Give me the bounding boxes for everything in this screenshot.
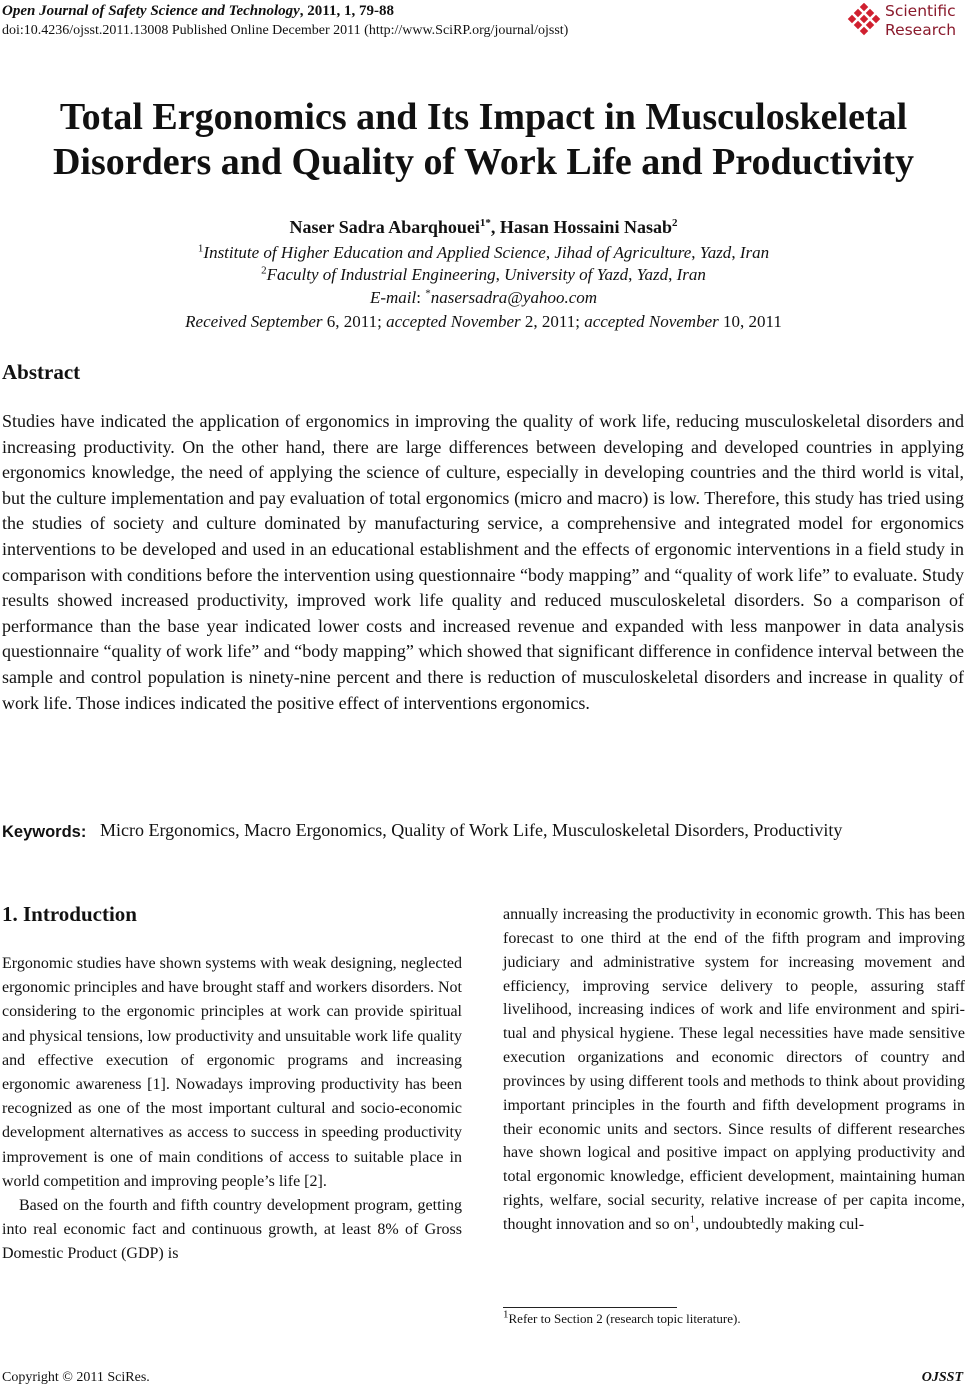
intro-paragraph-3-text: annually increasing the productivity in economic growth. This has been forecast to one third at the end of the fifth program and improving judiciary and administrative system for increasing movement and efficiency, improving service delivery to people, assuring staff livelihood, increasing indices of work and life environment and spiritual and physical hygiene. These legal necessities have made sensitive execution organizations and economic directors of country and provinces by using different tools and methods to think about providing important principles in the fourth and fifth development programs in their economic units and sectors. Since results of different researches have shown logical and positive impact on applying productivity and total ergonomic knowledge, efficient development, maintaining human rights, welfare, social security, relative increase of per capita income, thought innovation and so on [503, 906, 965, 1233]
intro-paragraph-2: Based on the fourth and fifth country development program, getting into real economic fact and continuous growth, at least 8% of Gross Domestic Product (GDP) is [2, 1197, 462, 1263]
affiliation-1-mark: 1 [197, 242, 204, 255]
author-separator: , [490, 217, 500, 237]
author-1-mark: 1* [479, 217, 491, 229]
author-2: Hasan Hossaini Nasab [499, 217, 672, 237]
affiliation-1-country: Iran [739, 243, 770, 262]
author-list [0, 216, 967, 238]
paper-title [0, 95, 967, 185]
accepted-label-1: accepted November [386, 312, 521, 331]
received-date: 6, 2011; [322, 312, 387, 331]
keywords-label: Keywords: [2, 823, 87, 841]
right-column [503, 903, 965, 1237]
keywords-text: Micro Ergonomics, Macro Ergonomics, Quality of Work Life, Musculoskeletal Disorders, Productivity [100, 820, 843, 840]
intro-paragraph-1: Ergonomic studies have shown systems with weak designing, neglected ergonomic principles and have brought staff and workers disorders. Not considering to the ergonomic principles at work can provide spiritual and physical tensions, low productivity and unsuitable work life quality and effective execution of ergonomic programs and increasing ergonomic awareness [1]. Nowadays improving productivity has been recognized as one of the most important cultural and socio-economic development alternatives as access to success in speeding productivity improvement is one of main conditions of access to suitable place in world competition and improving people’s life [2]. [2, 955, 462, 1190]
author-1: Naser Sadra Abarqhouei [289, 217, 480, 237]
affiliation-2-mark: 2 [261, 264, 267, 277]
affiliation-1: $^1$Institute of Higher Education and Applied Science, Jihad of Agriculture, Yazd, Iran [197, 242, 770, 262]
copyright-notice: Copyright © 2011 SciRes. [2, 1370, 150, 1385]
affiliation-1-institute: Institute of Higher Education and Applied Science [203, 243, 546, 262]
affiliation-2-city: Yazd [636, 265, 669, 284]
footnote-mark: 1 [503, 1308, 509, 1321]
affiliation-1-org: Jihad of Agriculture [554, 243, 692, 262]
title-line1: Total Ergonomics and Its Impact in Musculoskeletal [59, 96, 908, 138]
dates-line [0, 311, 967, 333]
journal-abbreviation: OJSST [921, 1370, 963, 1385]
logo-line2: Research [885, 21, 957, 39]
journal-volume-pages: , 2011, 1, 79-88 [299, 3, 394, 19]
doi-line: doi:10.4236/ojsst.2011.13008 Published Online December 2011 (http://www.SciRP.org/journal/ojsst) [2, 23, 569, 38]
abstract-text: Studies have indicated the application of ergonomics in improving the quality of work life, reducing musculoskeletal disorders and increasing productivity. On the other hand, there are large differences between developing and developed countries in applying ergonomics knowledge, the need of applying the science of culture, especially in developing countries and the third world is vital, but the culture implementation and pay evaluation of total ergonomics (micro and macro) is low. Therefore, this study has tried using the studies of society and culture dominated by manufacturing service, a comprehensive and integrated model for ergonomics interventions to be developed and used in an educational establishment and the effects of ergonomic interventions in a field study in comparison with conditions before the intervention using questionnaire “body mapping” and “quality of work life” to evaluate. Study results showed increased productivity, improved work life quality and reduced musculoskeletal disorders. So a comparison of performance than the base year indicated lower costs and increased revenue and expanded with less manpower in data analysis questionnaire “quality of work life” and “body mapping” which showed that significant difference in confidence interval between the sample and control population is ninety-nine percent and there is reduction of musculoskeletal disorders and increase in quality of work life. Those indices indicated the positive effect of interventions ergonomics. [2, 411, 964, 713]
introduction-heading: 1. Introduction [2, 902, 137, 926]
publisher-logo [845, 0, 967, 46]
intro-paragraph-3-end: , undoubtedly making cul- [695, 1215, 865, 1233]
journal-name: Open Journal of Safety Science and Technology [2, 3, 300, 19]
affiliation-2-university: University of Yazd [504, 265, 629, 284]
scirp-diamond-icon [847, 3, 881, 37]
accepted-label-2: accepted November [584, 312, 719, 331]
intro-paragraph-3 [503, 903, 965, 1237]
abstract-heading: Abstract [2, 360, 81, 384]
affiliation-2: $^2$Faculty of Industrial Engineering, University of Yazd, Yazd, Iran [261, 264, 706, 284]
received-label: Received September [185, 312, 323, 331]
email-line: E-mail: *nasersadra@yahoo.com [369, 287, 598, 307]
affiliation-2-country: Iran [676, 265, 706, 284]
author-2-mark: 2 [671, 217, 678, 229]
email-label: E-mail [369, 288, 417, 307]
journal-header [2, 2, 394, 20]
left-column [2, 952, 462, 1267]
email-mark: * [425, 287, 431, 300]
footnote-ref[interactable]: 1 [689, 1213, 696, 1226]
accepted-date-2: 10, 2011 [718, 312, 782, 331]
footnote [503, 1308, 741, 1327]
footnote-text: Refer to Section 2 (research topic literature). [508, 1311, 741, 1326]
logo-wordmark [885, 2, 956, 40]
footnote-rule [503, 1307, 677, 1308]
email-address[interactable]: nasersadra@yahoo.com [430, 288, 598, 307]
accepted-date-1: 2, 2011; [520, 312, 585, 331]
affiliation-1-city: Yazd [699, 243, 732, 262]
title-line2: Disorders and Quality of Work Life and Productivity [52, 141, 915, 183]
logo-line1: Scientific [885, 2, 956, 20]
affiliation-2-faculty: Faculty of Industrial Engineering [266, 265, 496, 284]
